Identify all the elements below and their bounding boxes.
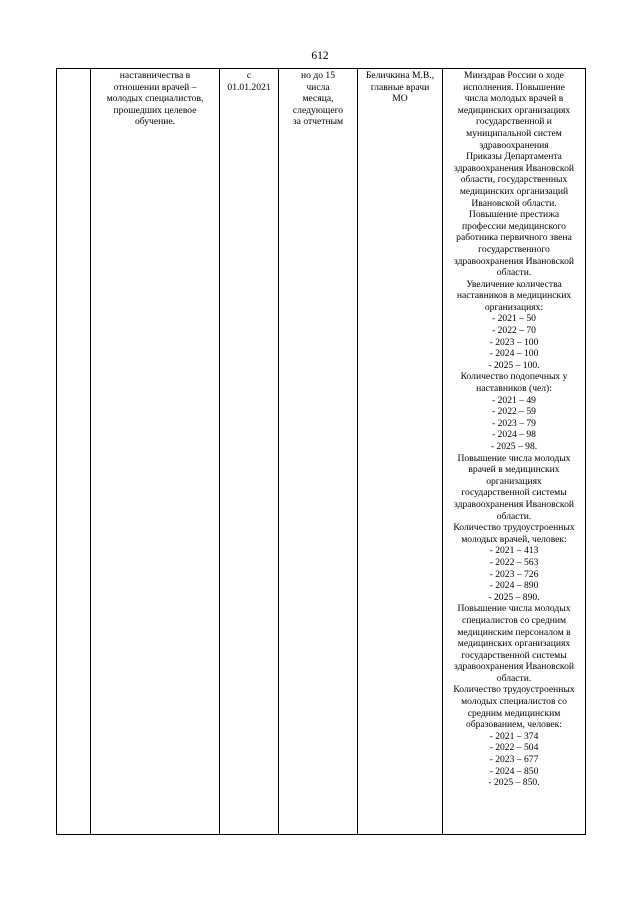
result-line: - 2024 – 850 <box>489 765 539 777</box>
result-line: - 2025 – 98. <box>490 441 538 452</box>
result-line: - 2024 – 98 <box>492 429 536 441</box>
result-line: - 2023 – 677 <box>489 754 539 766</box>
result-line: муниципальной систем <box>466 127 562 139</box>
result-line: Минздрав России о ходе <box>464 70 564 81</box>
result-line: наставников (чел): <box>476 383 552 395</box>
result-line: - 2022 – 504 <box>489 742 539 754</box>
table-row <box>57 69 586 835</box>
responsible-line: Беличкина М.В., <box>365 70 435 81</box>
result-line: средним медицинским <box>467 707 561 719</box>
start-date-line: с <box>246 70 252 81</box>
result-line: Количество подопечных у <box>460 371 568 383</box>
start-date-line: 01.01.2021 <box>227 81 271 93</box>
result-line: - 2023 – 79 <box>492 417 536 429</box>
result-line: Повышение числа молодых <box>457 452 571 464</box>
activity-line: молодых специалистов, <box>106 93 204 105</box>
result-line: государственной и <box>476 116 552 128</box>
result-line: - 2022 – 563 <box>489 556 539 568</box>
result-line: Повышение престижа <box>468 209 560 221</box>
deadline-line: месяца, <box>302 93 334 105</box>
result-line: государственной системы <box>461 487 567 499</box>
result-line: - 2025 – 850. <box>488 777 540 789</box>
deadline-line: числа <box>306 81 330 93</box>
result-line: области. <box>496 510 532 522</box>
result-line: - 2023 – 100 <box>489 336 539 348</box>
result-line: медицинских организациях <box>457 638 571 650</box>
responsible-line: МО <box>392 93 408 105</box>
result-line: наставников в медицинских <box>456 290 572 302</box>
activity-line: отношении врачей – <box>113 81 197 93</box>
result-line: врачей в медицинских <box>468 464 560 476</box>
page-number: 612 <box>311 50 329 62</box>
result-line: здравоохранения Ивановской <box>453 661 575 673</box>
result-line: Увеличение количества <box>466 278 562 290</box>
result-line: Ивановской области. <box>471 197 557 209</box>
activity-line: наставничества в <box>119 70 191 81</box>
cell-start-date <box>220 69 279 835</box>
cell-number <box>57 69 91 835</box>
result-line: - 2021 – 49 <box>492 394 536 406</box>
result-line: - 2021 – 413 <box>489 545 539 557</box>
cell-responsible <box>358 69 443 835</box>
result-line: медицинских организациях <box>457 104 571 116</box>
result-line: специалистов со средним <box>461 614 567 626</box>
result-line: организациях: <box>484 301 544 313</box>
result-line: исполнения. Повышение <box>463 81 565 93</box>
result-line: здравоохранения Ивановской <box>453 162 575 174</box>
result-line: здравоохранения Ивановской <box>453 498 575 510</box>
result-line: Количество трудоустроенных <box>453 522 575 534</box>
cell-deadline <box>279 69 358 835</box>
result-line: здравоохранения Ивановской <box>453 255 575 267</box>
result-line: области. <box>496 267 532 279</box>
deadline-line: за отчетным <box>292 116 344 128</box>
result-line: организациях <box>486 475 542 487</box>
deadline-line: следующего <box>292 104 344 116</box>
cell-activity <box>91 69 220 835</box>
result-line: - 2024 – 890 <box>489 580 539 592</box>
plan-table <box>56 68 586 835</box>
result-line: медицинским персоналом в <box>457 626 571 638</box>
result-line: - 2022 – 70 <box>492 325 536 337</box>
cell-result <box>443 69 586 835</box>
activity-line: обучение. <box>134 116 176 128</box>
result-line: здравоохранения <box>479 139 549 151</box>
result-line: молодых врачей, человек: <box>461 533 567 545</box>
activity-line: прошедших целевое <box>113 104 197 116</box>
result-line: числа молодых врачей в <box>464 93 564 105</box>
result-line: работника первичного звена <box>456 232 572 244</box>
result-line: - 2025 – 890. <box>488 591 540 603</box>
result-line: государственного <box>478 243 550 255</box>
result-line: медицинских организаций <box>459 185 569 197</box>
result-line: - 2025 – 100. <box>488 359 540 371</box>
result-line: области. <box>496 672 532 684</box>
result-line: - 2021 – 374 <box>489 730 539 742</box>
result-line: профессии медицинского <box>462 220 566 232</box>
result-line: - 2022 – 59 <box>492 406 536 418</box>
result-line: Количество трудоустроенных <box>453 684 575 696</box>
result-line: Приказы Департамента <box>466 151 562 163</box>
responsible-line: главные врачи <box>370 81 430 93</box>
result-line: - 2023 – 726 <box>489 568 539 580</box>
result-line: области, государственных <box>460 174 568 186</box>
result-line: - 2024 – 100 <box>489 348 539 360</box>
result-line: молодых специалистов со <box>461 696 567 708</box>
deadline-line: но до 15 <box>301 70 335 81</box>
result-line: Повышение числа молодых <box>457 603 571 615</box>
result-line: - 2021 – 50 <box>492 313 536 325</box>
result-line: государственной системы <box>461 649 567 661</box>
result-line: образованием, человек: <box>465 719 563 731</box>
